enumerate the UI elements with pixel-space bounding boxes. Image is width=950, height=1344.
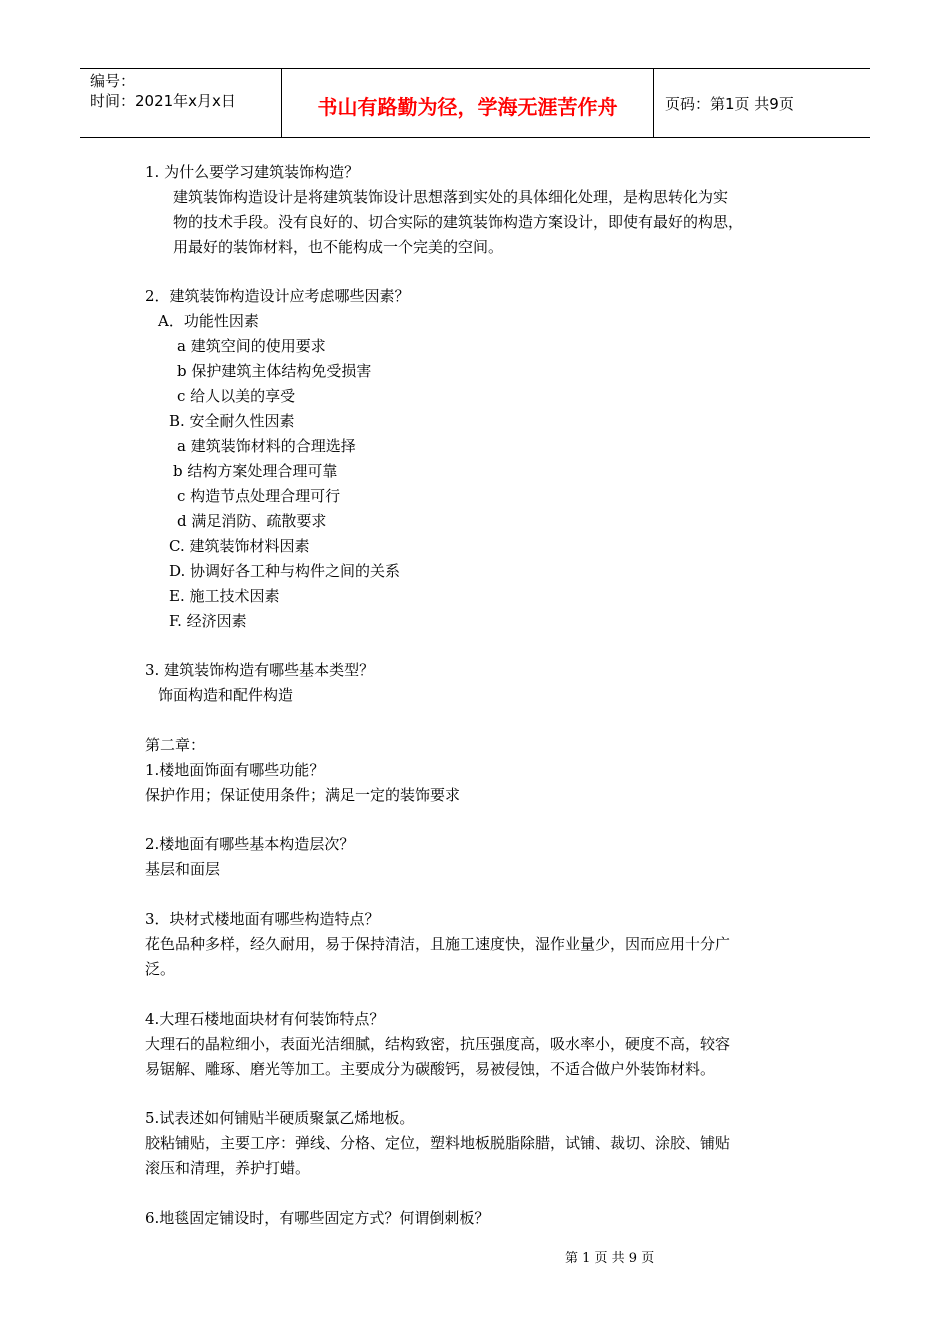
outline-subitem: b 结构方案处理合理可靠 [173, 462, 338, 480]
question-1: 1. 为什么要学习建筑装饰构造？ [145, 163, 360, 181]
chapter-heading: 第二章： [145, 736, 206, 754]
header-motto: 书山有路勤为径，学海无涯苦作舟 [317, 95, 618, 119]
question: 4.大理石楼地面块材有何装饰特点？ [145, 1010, 385, 1028]
outline-item: C. 建筑装饰材料因素 [169, 537, 310, 555]
outline-subitem: a 建筑空间的使用要求 [177, 337, 326, 355]
outline-item: B. 安全耐久性因素 [169, 412, 295, 430]
outline-item: A．功能性因素 [158, 312, 259, 330]
question: 3．块材式楼地面有哪些构造特点？ [145, 910, 380, 928]
question: 5.试表述如何铺贴半硬质聚氯乙烯地板。 [145, 1109, 415, 1127]
page-footer: 第 1 页 共 9 页 [565, 1251, 655, 1266]
question: 1.楼地面饰面有哪些功能？ [145, 761, 325, 779]
answer-line: 饰面构造和配件构造 [158, 686, 294, 704]
outline-item: E. 施工技术因素 [169, 587, 280, 605]
outline-item: F. 经济因素 [169, 612, 247, 630]
answer-line: 花色品种多样，经久耐用，易于保持清洁，且施工速度快，湿作业量少，因而应用十分广 [145, 935, 731, 953]
outline-item: D. 协调好各工种与构件之间的关系 [169, 562, 401, 580]
answer-line: 基层和面层 [145, 860, 221, 878]
number-label: 编号： [90, 72, 136, 90]
outline-subitem: a 建筑装饰材料的合理选择 [177, 437, 356, 455]
question-3: 3. 建筑装饰构造有哪些基本类型？ [145, 661, 375, 679]
question: 2.楼地面有哪些基本构造层次？ [145, 835, 355, 853]
answer-line: 易锯解、雕琢、磨光等加工。主要成分为碳酸钙，易被侵蚀，不适合做户外装饰材料。 [145, 1060, 716, 1078]
outline-subitem: c 给人以美的享受 [177, 387, 296, 405]
header-page-info: 页码：第1页 共9页 [665, 95, 794, 113]
answer-line: 物的技术手段。没有良好的、切合实际的建筑装饰构造方案设计，即使有最好的构思， [173, 213, 744, 231]
question: 6.地毯固定铺设时，有哪些固定方式？何谓倒刺板？ [145, 1209, 490, 1227]
outline-subitem: c 构造节点处理合理可行 [177, 487, 341, 505]
time-label: 时间：2021年x月x日 [90, 92, 236, 110]
outline-subitem: d 满足消防、疏散要求 [177, 512, 327, 530]
outline-subitem: b 保护建筑主体结构免受损害 [177, 362, 372, 380]
answer-line: 滚压和清理，养护打蜡。 [145, 1159, 311, 1177]
answer-line: 泛。 [145, 960, 176, 978]
question-2: 2．建筑装饰构造设计应考虑哪些因素？ [145, 287, 410, 305]
answer-line: 用最好的装饰材料，也不能构成一个完美的空间。 [173, 238, 504, 256]
answer-line: 建筑装饰构造设计是将建筑装饰设计思想落到实处的具体细化处理，是构思转化为实 [173, 188, 729, 206]
answer-line: 大理石的晶粒细小，表面光洁细腻，结构致密，抗压强度高，吸水率小，硬度不高，较容 [145, 1035, 731, 1053]
answer-line: 胶粘铺贴，主要工序：弹线、分格、定位，塑料地板脱脂除腊，试铺、裁切、涂胶、铺贴 [145, 1134, 731, 1152]
answer-line: 保护作用；保证使用条件；满足一定的装饰要求 [145, 786, 461, 804]
